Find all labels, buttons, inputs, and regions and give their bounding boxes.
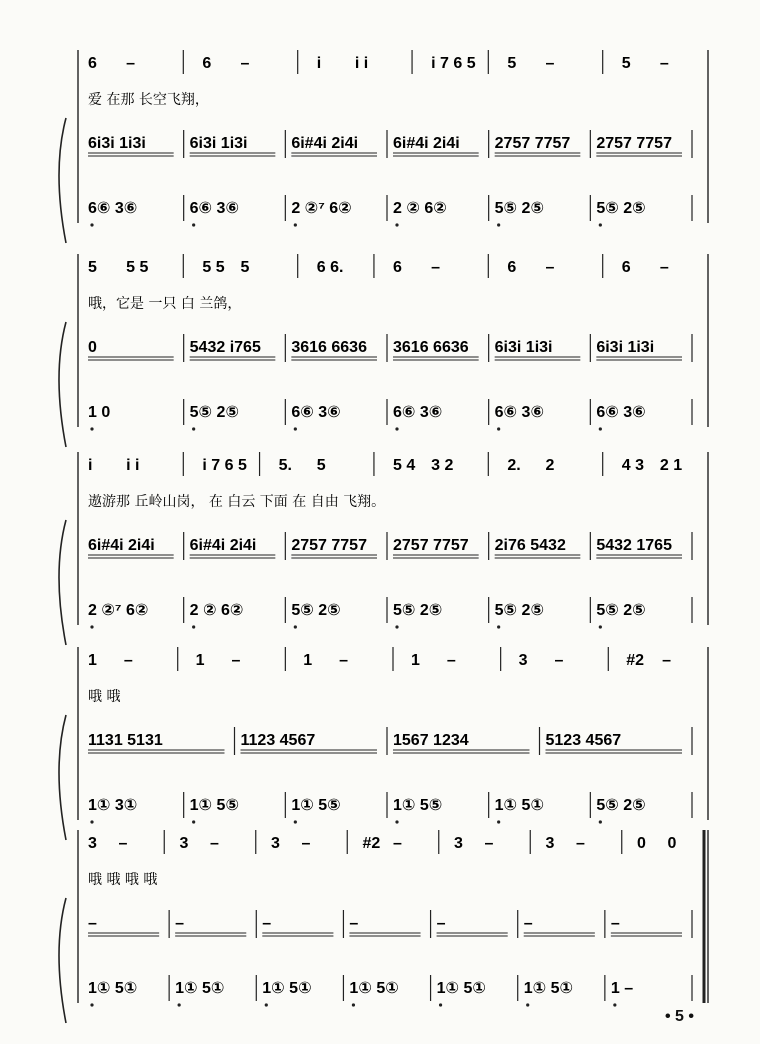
lyric-line: 爱 在那 长空飞翔，: [88, 92, 209, 108]
bass-measure: 2 ②⁷ 6②: [88, 602, 149, 619]
melody-note: 2: [545, 457, 555, 474]
melody-note: i i: [354, 55, 369, 72]
bass-measure: 1① 5①: [175, 980, 225, 997]
melody-note: 0: [667, 835, 677, 852]
melody-note: 5: [240, 259, 250, 276]
melody-note: –: [339, 652, 349, 669]
melody-note: –: [576, 835, 585, 852]
melody-note: i 7 6 5: [202, 457, 247, 474]
low-octave-dot: [599, 223, 602, 226]
low-octave-dot: [395, 820, 398, 823]
melody-note: –: [118, 835, 128, 852]
lyric-line: 哦，它是 一只 白 兰鸽，: [88, 296, 242, 312]
melody-note: #2: [362, 835, 381, 852]
melody-note: 3: [88, 835, 97, 852]
low-octave-dot: [178, 1003, 181, 1006]
melody-note: –: [554, 652, 564, 669]
bass-measure: 5⑤ 2⑤: [291, 602, 341, 619]
low-octave-dot: [294, 427, 297, 430]
accompaniment-measure: 6i#4i 2i4i: [291, 135, 359, 152]
low-octave-dot: [192, 625, 195, 628]
melody-note: i i: [126, 457, 140, 474]
melody-note: 6: [393, 259, 402, 276]
accompaniment-measure: –: [436, 915, 446, 932]
low-octave-dot: [613, 1003, 616, 1006]
low-octave-dot: [192, 427, 195, 430]
bass-measure: 1① 5①: [523, 980, 574, 997]
accompaniment-measure: 3616 6636: [291, 339, 367, 356]
bass-measure: 6⑥ 3⑥: [393, 404, 443, 421]
melody-note: –: [484, 835, 494, 852]
accompaniment-measure: 6i3i 1i3i: [88, 135, 146, 152]
bass-measure: 5⑤ 2⑤: [494, 602, 545, 619]
low-octave-dot: [294, 820, 297, 823]
bass-measure: 2 ② 6②: [393, 200, 447, 217]
accompaniment-measure: –: [88, 915, 97, 932]
accompaniment-measure: 6i#4i 2i4i: [88, 537, 155, 554]
melody-note: –: [210, 835, 219, 852]
low-octave-dot: [497, 820, 500, 823]
accompaniment-measure: –: [175, 915, 185, 932]
melody-note: 3 2: [431, 457, 454, 474]
melody-note: 3: [545, 835, 555, 852]
melody-note: i 7 6 5: [431, 55, 476, 72]
bass-measure: 5⑤ 2⑤: [393, 602, 443, 619]
melody-note: 3: [518, 652, 528, 669]
melody-note: 6: [88, 55, 97, 72]
bass-measure: 6⑥ 3⑥: [291, 404, 341, 421]
bass-measure: 1 0: [88, 404, 111, 421]
low-octave-dot: [599, 427, 602, 430]
melody-note: 2 1: [659, 457, 683, 474]
bass-measure: 5⑤ 2⑤: [189, 404, 240, 421]
melody-note: 5: [316, 457, 326, 474]
low-octave-dot: [90, 223, 93, 226]
melody-note: 6 6.: [316, 259, 344, 276]
system-brace: [59, 715, 66, 840]
bass-measure: 1① 5①: [88, 980, 138, 997]
bass-measure: 1① 5⑤: [189, 797, 240, 814]
melody-note: 5: [88, 259, 97, 276]
low-octave-dot: [599, 625, 602, 628]
bass-measure: 1① 5①: [349, 980, 399, 997]
page-number-value: 5: [675, 1008, 684, 1025]
accompaniment-measure: 6i#4i 2i4i: [189, 537, 257, 554]
accompaniment-measure: 5432 1765: [596, 537, 672, 554]
melody-note: 4 3: [621, 457, 644, 474]
accompaniment-measure: 2757 7757: [291, 537, 367, 554]
accompaniment-measure: 3616 6636: [393, 339, 469, 356]
low-octave-dot: [395, 223, 398, 226]
accompaniment-measure: 1131 5131: [88, 732, 163, 749]
accompaniment-measure: –: [262, 915, 272, 932]
low-octave-dot: [497, 625, 500, 628]
bass-measure: 1① 3①: [88, 797, 138, 814]
accompaniment-measure: 1567 1234: [393, 732, 469, 749]
bass-measure: 2 ②⁷ 6②: [291, 200, 352, 217]
melody-note: –: [431, 259, 441, 276]
melody-note: i: [316, 55, 322, 72]
bass-measure: 5⑤ 2⑤: [596, 200, 646, 217]
low-octave-dot: [294, 223, 297, 226]
low-octave-dot: [352, 1003, 355, 1006]
system-brace: [59, 520, 66, 645]
accompaniment-measure: 0: [88, 339, 97, 356]
melody-note: –: [123, 652, 133, 669]
low-octave-dot: [192, 820, 195, 823]
melody-note: 5: [621, 55, 631, 72]
melody-note: –: [393, 835, 402, 852]
accompaniment-measure: –: [349, 915, 359, 932]
accompaniment-measure: 6i#4i 2i4i: [393, 135, 460, 152]
bass-measure: 5⑤ 2⑤: [596, 602, 646, 619]
bass-measure: 1① 5①: [436, 980, 486, 997]
melody-note: –: [446, 652, 456, 669]
melody-note: 6: [621, 259, 631, 276]
melody-note: #2: [626, 652, 645, 669]
low-octave-dot: [192, 223, 195, 226]
accompaniment-measure: 6i3i 1i3i: [596, 339, 655, 356]
bass-measure: 1① 5⑤: [393, 797, 443, 814]
melody-note: –: [240, 55, 250, 72]
system-brace: [59, 322, 66, 447]
accompaniment-measure: 5432 i765: [189, 339, 261, 356]
melody-note: 1: [303, 652, 313, 669]
melody-note: 1: [195, 652, 205, 669]
bass-measure: 6⑥ 3⑥: [596, 404, 646, 421]
low-octave-dot: [395, 427, 398, 430]
lyric-line: 哦 哦 哦 哦: [88, 872, 158, 888]
melody-note: 5 5: [126, 259, 149, 276]
low-octave-dot: [294, 625, 297, 628]
low-octave-dot: [90, 820, 93, 823]
bass-measure: 5⑤ 2⑤: [596, 797, 646, 814]
accompaniment-measure: 5123 4567: [545, 732, 622, 749]
system-brace: [59, 118, 66, 243]
accompaniment-measure: 2757 7757: [596, 135, 672, 152]
melody-note: 3: [179, 835, 189, 852]
low-octave-dot: [265, 1003, 268, 1006]
low-octave-dot: [90, 1003, 93, 1006]
accompaniment-measure: –: [610, 915, 620, 932]
system-brace: [59, 898, 66, 1023]
low-octave-dot: [90, 427, 93, 430]
low-octave-dot: [526, 1003, 529, 1006]
low-octave-dot: [395, 625, 398, 628]
low-octave-dot: [497, 427, 500, 430]
low-octave-dot: [599, 820, 602, 823]
low-octave-dot: [497, 223, 500, 226]
melody-note: 3: [271, 835, 280, 852]
melody-note: 3: [454, 835, 463, 852]
accompaniment-measure: 1123 4567: [240, 732, 316, 749]
accompaniment-measure: 2i76 5432: [494, 537, 566, 554]
bass-measure: 1① 5①: [494, 797, 545, 814]
bass-measure: 1① 5①: [262, 980, 312, 997]
accompaniment-measure: 2757 7757: [393, 537, 469, 554]
accompaniment-measure: –: [523, 915, 533, 932]
melody-note: 6: [507, 259, 517, 276]
bass-measure: 2 ② 6②: [189, 602, 244, 619]
melody-note: i: [88, 457, 93, 474]
bass-measure: 1① 5⑤: [291, 797, 341, 814]
low-octave-dot: [90, 625, 93, 628]
accompaniment-measure: 6i3i 1i3i: [189, 135, 248, 152]
bass-measure: 6⑥ 3⑥: [494, 404, 545, 421]
melody-note: 5: [507, 55, 517, 72]
melody-note: 5 5: [202, 259, 225, 276]
melody-note: 6: [202, 55, 212, 72]
bass-measure: 1 –: [610, 980, 634, 997]
melody-note: –: [545, 259, 555, 276]
melody-note: –: [659, 55, 669, 72]
low-octave-dot: [439, 1003, 442, 1006]
melody-note: 1: [88, 652, 97, 669]
melody-note: 0: [637, 835, 646, 852]
melody-note: –: [126, 55, 136, 72]
melody-note: –: [662, 652, 672, 669]
bass-measure: 6⑥ 3⑥: [88, 200, 138, 217]
accompaniment-measure: 2757 7757: [494, 135, 571, 152]
accompaniment-measure: 6i3i 1i3i: [494, 339, 553, 356]
page-number: • 5 •: [665, 1008, 694, 1025]
melody-note: –: [659, 259, 669, 276]
lyric-line: 遨游那 丘岭山岗， 在 白云 下面 在 自由 飞翔。: [88, 494, 386, 510]
melody-note: 1: [410, 652, 420, 669]
melody-note: 5.: [278, 457, 292, 474]
bass-measure: 6⑥ 3⑥: [189, 200, 240, 217]
melody-note: 2.: [507, 457, 521, 474]
melody-note: 5 4: [393, 457, 416, 474]
melody-note: –: [231, 652, 241, 669]
melody-note: –: [301, 835, 311, 852]
bass-measure: 5⑤ 2⑤: [494, 200, 545, 217]
melody-note: –: [545, 55, 555, 72]
lyric-line: 哦 哦: [88, 689, 121, 705]
